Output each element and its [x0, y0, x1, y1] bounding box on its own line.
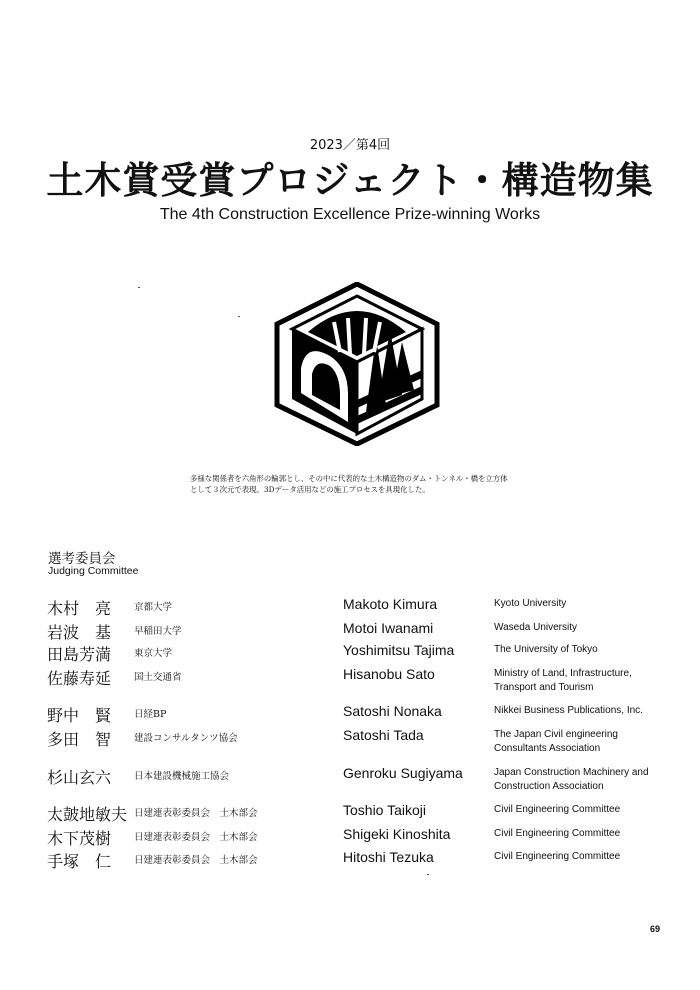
member-name-en: Motoi Iwanami — [343, 620, 434, 636]
committee-member-row — [0, 849, 700, 883]
page-title-en: The 4th Construction Excellence Prize-winning Works — [159, 206, 541, 223]
page-number: 69 — [650, 924, 661, 934]
member-affiliation-en: Nikkei Business Publications, Inc. — [494, 705, 643, 716]
committee-member-row — [0, 666, 700, 700]
member-name-jp: 杉山玄六 — [47, 768, 112, 787]
member-affiliation-jp: 東京大学 — [134, 648, 173, 659]
scan-speck — [427, 874, 429, 875]
member-affiliation-en: Kyoto University — [494, 598, 567, 609]
member-name-jp: 野中 賢 — [47, 706, 112, 725]
member-affiliation-en: Waseda University — [494, 622, 577, 633]
member-affiliation-jp: 日建連表彰委員会 土木部会 — [134, 855, 258, 866]
scan-speck — [138, 287, 140, 288]
member-affiliation-jp: 建設コンサルタンツ協会 — [134, 733, 238, 744]
member-name-en: Satoshi Nonaka — [343, 703, 442, 719]
member-affiliation-en: Civil Engineering Committee — [494, 828, 621, 839]
member-name-jp: 佐藤寿延 — [47, 669, 112, 688]
member-name-jp: 手塚 仁 — [47, 852, 112, 871]
page-title-jp: 土木賞受賞プロジェクト・構造物集 — [46, 159, 654, 202]
committee-member-row — [0, 727, 700, 761]
member-affiliation-en: Civil Engineering Committee — [494, 804, 621, 815]
member-affiliation-jp: 日本建設機械施工協会 — [134, 771, 230, 782]
member-affiliation-jp: 国土交通省 — [134, 672, 182, 683]
member-affiliation-jp: 日建連表彰委員会 土木部会 — [134, 808, 258, 819]
member-affiliation-en: The University of Tokyo — [494, 644, 598, 655]
member-name-jp: 木下茂樹 — [47, 829, 112, 848]
member-name-en: Yoshimitsu Tajima — [343, 642, 455, 658]
logo-caption-line2: として３次元で表現。3Dデータ活用などの施工プロセスを具現化した。 — [190, 485, 430, 494]
member-affiliation-en: Japan Construction Machinery and Construction Association — [494, 767, 649, 792]
member-name-en: Shigeki Kinoshita — [343, 826, 451, 842]
member-name-en: Makoto Kimura — [343, 596, 438, 612]
committee-title-jp: 選考委員会 — [48, 551, 116, 567]
member-name-en: Hisanobu Sato — [343, 666, 435, 682]
committee-member-row — [0, 765, 700, 799]
logo-caption-line1: 多様な関係者を六角形の輪郭とし、その中に代表的な土木構造物のダム・トンネル・橋を立方体 — [190, 474, 508, 483]
member-name-en: Toshio Taikoji — [343, 802, 427, 818]
committee-title-en: Judging Committee — [48, 565, 139, 577]
member-name-jp: 多田 智 — [47, 730, 112, 749]
member-affiliation-jp: 日建連表彰委員会 土木部会 — [134, 832, 258, 843]
member-name-en: Hitoshi Tezuka — [343, 849, 434, 865]
scan-speck — [238, 316, 240, 317]
edition-label: 2023／第4回 — [309, 138, 391, 153]
member-affiliation-en: The Japan Civil engineering Consultants Association — [494, 729, 618, 754]
member-affiliation-jp: 日経BP — [134, 709, 167, 720]
member-name-en: Satoshi Tada — [343, 727, 424, 743]
member-name-en: Genroku Sugiyama — [343, 765, 463, 781]
member-affiliation-en: Ministry of Land, Infrastructure, Transport and Tourism — [494, 668, 632, 693]
member-affiliation-jp: 早稲田大学 — [134, 626, 182, 637]
member-name-jp: 岩波 基 — [47, 623, 112, 642]
logo-caption — [190, 473, 550, 495]
award-logo-graphic — [274, 282, 440, 446]
member-name-jp: 太皷地敏夫 — [47, 805, 128, 824]
member-name-jp: 田島芳満 — [47, 645, 112, 664]
member-affiliation-jp: 京都大学 — [134, 602, 173, 613]
member-name-jp: 木村 亮 — [47, 599, 112, 618]
member-affiliation-en: Civil Engineering Committee — [494, 851, 621, 862]
